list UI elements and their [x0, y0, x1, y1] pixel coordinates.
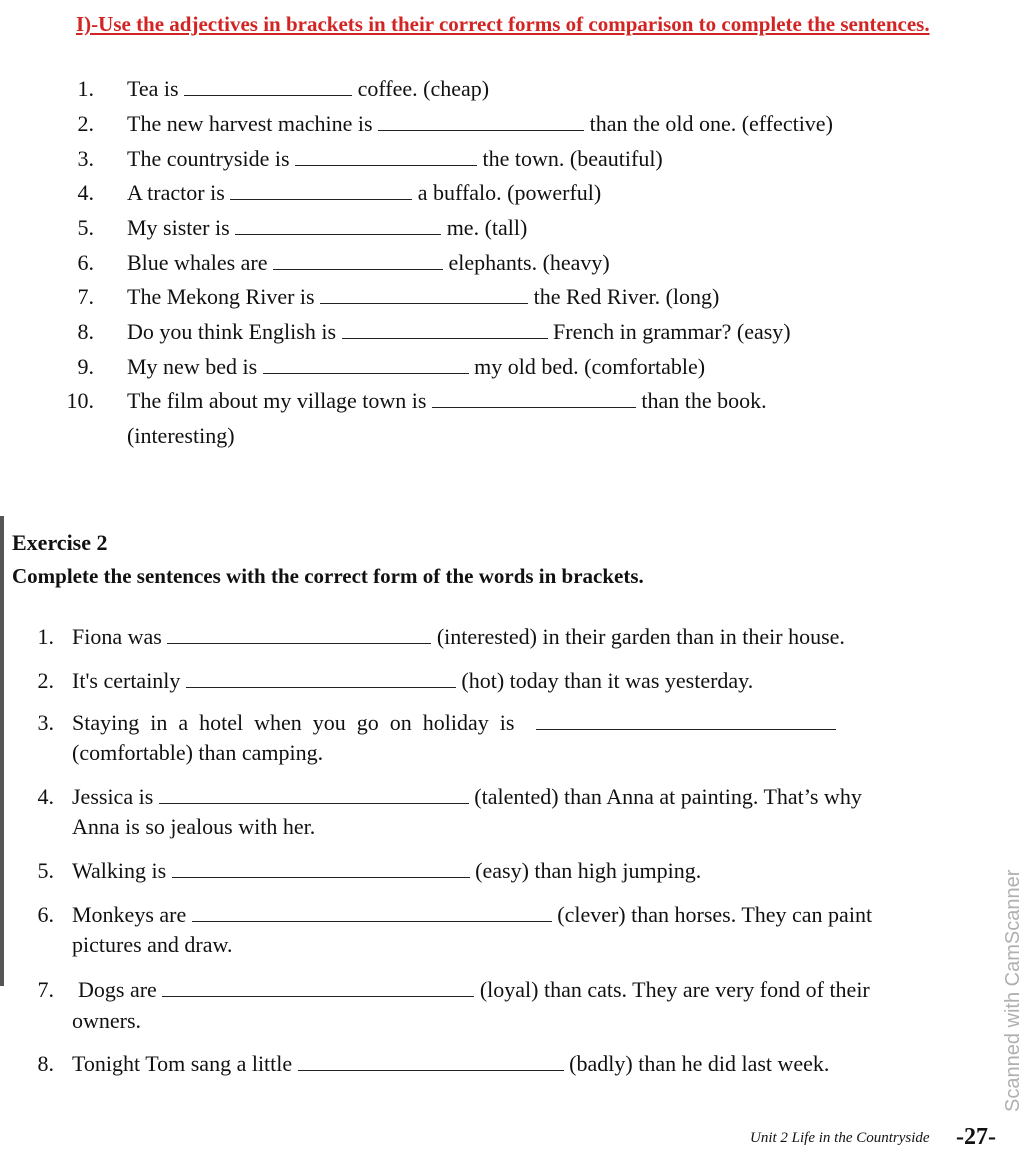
item-number: 8.	[37, 1051, 54, 1076]
item-text-before: Jessica is	[72, 784, 154, 809]
item-text-before: It's certainly	[72, 668, 181, 693]
item-number: 5.	[37, 858, 54, 883]
item-text-before: Dogs are	[78, 977, 157, 1002]
answer-blank[interactable]	[172, 859, 470, 878]
item-text-before: Do you think English is	[127, 319, 337, 344]
item-text-before: Blue whales are	[127, 250, 268, 275]
item-number: 4.	[77, 180, 94, 205]
item-text-after: (interested) in their garden than in their house.	[436, 624, 845, 649]
item-number: 7.	[37, 977, 54, 1002]
section1-heading: I)-Use the adjectives in brackets in their correct forms of comparison to complete the sentences.	[76, 12, 930, 36]
answer-blank[interactable]	[273, 251, 443, 270]
answer-blank[interactable]	[320, 285, 528, 304]
answer-blank[interactable]	[230, 181, 412, 200]
answer-blank[interactable]	[167, 625, 431, 644]
item-text-after: elephants. (heavy)	[448, 250, 610, 275]
item-text-before: My new bed is	[127, 354, 258, 379]
item-number: 6.	[37, 902, 54, 927]
footer-unit-title: Unit 2 Life in the Countryside	[750, 1130, 930, 1146]
item-text-continuation: (comfortable) than camping.	[72, 740, 324, 765]
item-text-after: (talented) than Anna at painting. That’s why	[474, 784, 862, 809]
item-text-after: the town. (beautiful)	[482, 146, 663, 171]
item-text-before: Monkeys are	[72, 902, 187, 927]
item-text-before: Tonight Tom sang a little	[72, 1051, 293, 1076]
item-text-before: The countryside is	[127, 146, 290, 171]
item-text-continuation: pictures and draw.	[72, 932, 233, 957]
item-text-before: Walking is	[72, 858, 167, 883]
item-text-after: the Red River. (long)	[533, 284, 720, 309]
scanner-watermark: Scanned with CamScanner	[1002, 869, 1024, 1112]
item-text-before: The new harvest machine is	[127, 111, 373, 136]
answer-blank[interactable]	[184, 77, 352, 96]
item-number: 3.	[37, 710, 54, 735]
left-margin-bar	[0, 516, 4, 986]
answer-blank[interactable]	[298, 1052, 564, 1071]
item-text-after: (clever) than horses. They can paint	[557, 902, 873, 927]
item-text-after: (badly) than he did last week.	[569, 1051, 830, 1076]
answer-blank[interactable]	[295, 147, 477, 166]
item-number: 2.	[77, 111, 94, 136]
item-text-before: Tea is	[127, 76, 179, 101]
item-number: 4.	[37, 784, 54, 809]
answer-blank[interactable]	[162, 978, 474, 997]
item-text-continuation: Anna is so jealous with her.	[72, 814, 316, 839]
answer-blank[interactable]	[192, 903, 552, 922]
item-text-after: than the old one. (effective)	[589, 111, 833, 136]
answer-blank[interactable]	[342, 320, 548, 339]
answer-blank[interactable]	[235, 216, 441, 235]
item-number: 6.	[77, 250, 94, 275]
item-text-before: Fiona was	[72, 624, 162, 649]
answer-blank[interactable]	[159, 785, 469, 804]
page-number: -27-	[956, 1124, 996, 1150]
item-text-after: (easy) than high jumping.	[475, 858, 702, 883]
item-text-after: my old bed. (comfortable)	[474, 354, 706, 379]
item-number: 9.	[77, 354, 94, 379]
answer-blank[interactable]	[263, 355, 469, 374]
item-text-continuation: (interesting)	[127, 423, 235, 448]
item-text-after: me. (tall)	[446, 215, 528, 240]
item-number: 5.	[77, 215, 94, 240]
item-text-after: (hot) today than it was yesterday.	[461, 668, 754, 693]
item-text-after: (loyal) than cats. They are very fond of their	[479, 977, 870, 1002]
item-number: 10.	[66, 388, 94, 413]
answer-blank[interactable]	[432, 389, 636, 408]
exercise2-title: Exercise 2	[12, 530, 108, 555]
item-text-after: coffee. (cheap)	[357, 76, 490, 101]
item-text-after: a buffalo. (powerful)	[417, 180, 602, 205]
item-text-before: A tractor is	[127, 180, 225, 205]
item-number: 1.	[77, 76, 94, 101]
item-number: 8.	[77, 319, 94, 344]
item-text-after: than the book.	[641, 388, 767, 413]
answer-blank[interactable]	[186, 669, 456, 688]
item-number: 7.	[77, 284, 94, 309]
item-text-before: The Mekong River is	[127, 284, 315, 309]
item-text-after: French in grammar? (easy)	[553, 319, 791, 344]
item-number: 2.	[37, 668, 54, 693]
item-number: 1.	[37, 624, 54, 649]
answer-blank[interactable]	[378, 112, 584, 131]
item-text-before: Staying in a hotel when you go on holiday is	[72, 710, 515, 735]
exercise2-instruction: Complete the sentences with the correct form of the words in brackets.	[12, 564, 644, 588]
item-text-before: The film about my village town is	[127, 388, 427, 413]
answer-blank[interactable]	[536, 711, 836, 730]
item-number: 3.	[77, 146, 94, 171]
item-text-continuation: owners.	[72, 1008, 142, 1033]
item-text-before: My sister is	[127, 215, 230, 240]
